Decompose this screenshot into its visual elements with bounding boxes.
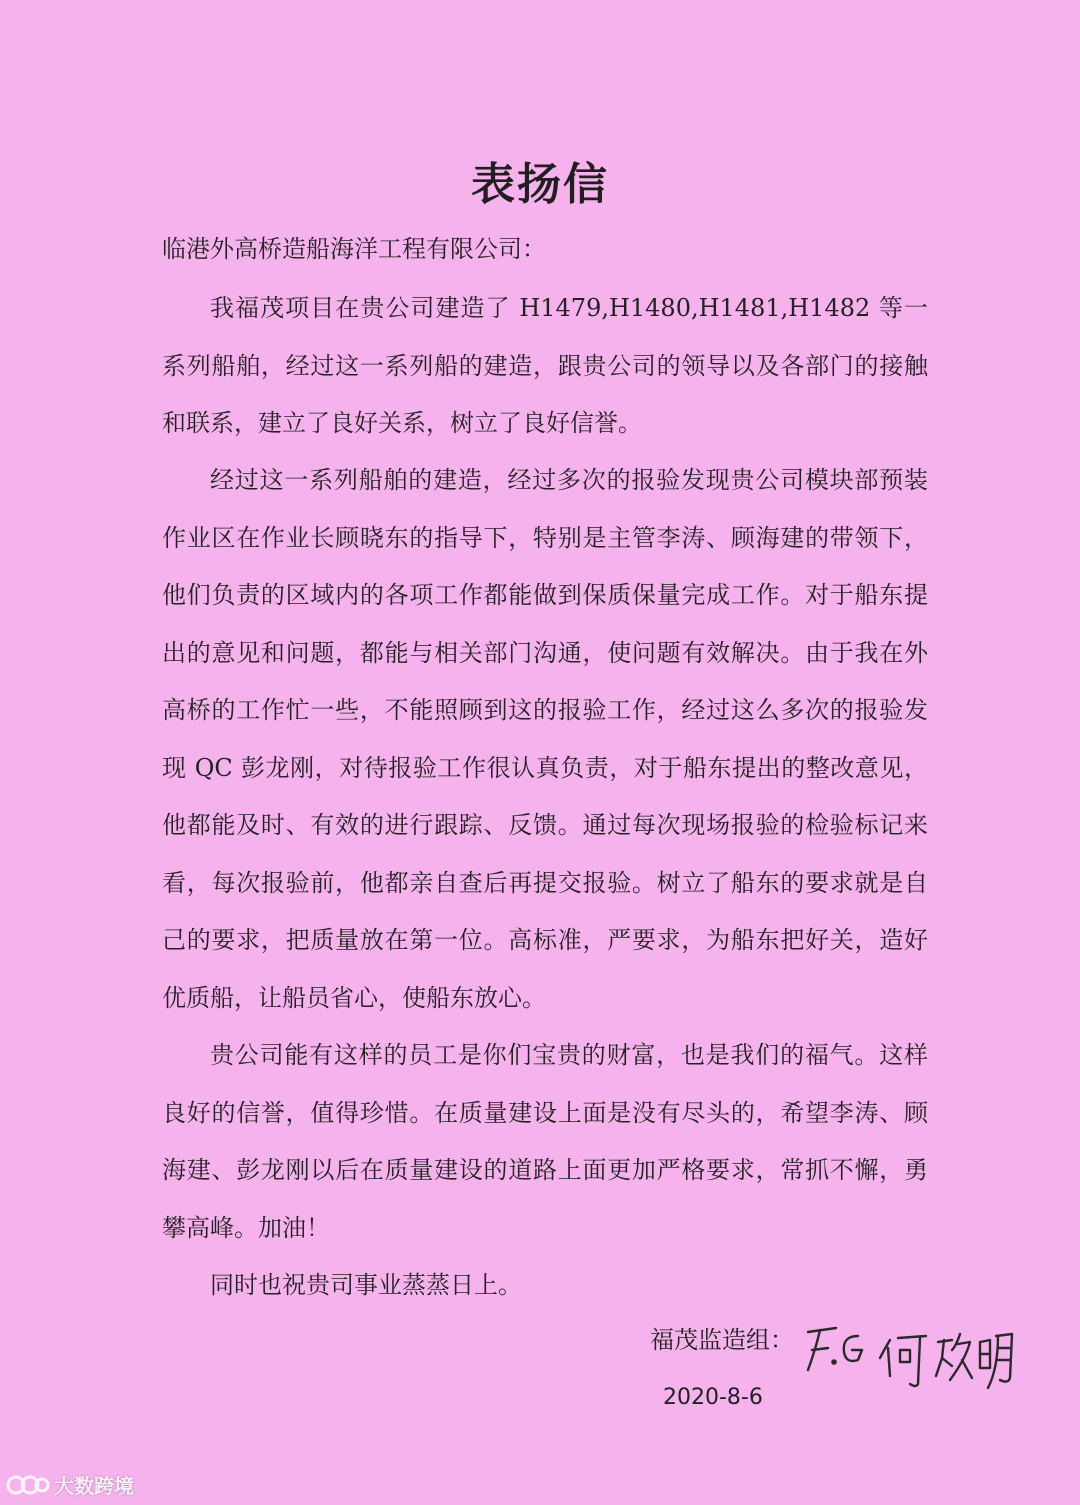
letter-date: 2020-8-6 (663, 1385, 763, 1410)
paragraph-wishes: 同时也祝贵司事业蒸蒸日上。 (210, 1271, 522, 1299)
watermark (6, 1470, 134, 1499)
letter-salutation: 临港外高桥造船海洋工程有限公司： (162, 235, 546, 263)
handwritten-signature (800, 1318, 1020, 1393)
letter-title: 表扬信 (471, 159, 609, 210)
paragraph-praise-details: 经过这一系列船舶的建造，经过多次的报验发现贵公司模块部预装作业区在作业长顾晓东的指导下，特别是主管李涛、顾海建的带领下，他们负责的区域内的各项工作都能做到保质保量完成工作。对于船东提出的意见和问题，都能与相关部门沟通，使问题有效解决。由于我在外高桥的工作忙一些，不能照顾到这的报验工作，经过这么多次的报验发现 QC 彭龙刚，对待报验工作很认真负责，对于船东提出的整改意见，他都能及时、有效的进行跟踪、反馈。通过每次现场报验的检验标记来看，每次报验前，他都亲自查后再提交报验。树立了船东的要求就是自己的要求，把质量放在第一位。高标准，严要求，为船东把好关，造好优质船，让船员省心，使船东放心。 (162, 466, 928, 1012)
watermark-text: 大数跨境 (54, 1474, 134, 1498)
signature-label: 福茂监造组： (650, 1326, 794, 1354)
paragraph-project-intro: 我福茂项目在贵公司建造了 H1479,H1480,H1481,H1482 等一系列船舶，经过这一系列船的建造，跟贵公司的领导以及各部门的接触和联系，建立了良好关系，树立了良好信誉。 (162, 294, 928, 437)
paragraph-closing-praise: 贵公司能有这样的员工是你们宝贵的财富，也是我们的福气。这样良好的信誉，值得珍惜。在质量建设上面是没有尽头的，希望李涛、顾海建、彭龙刚以后在质量建设的道路上面更加严格要求，常抓不懈，勇攀高峰。加油！ (162, 1041, 928, 1242)
kjd-logo-icon (6, 1471, 50, 1499)
